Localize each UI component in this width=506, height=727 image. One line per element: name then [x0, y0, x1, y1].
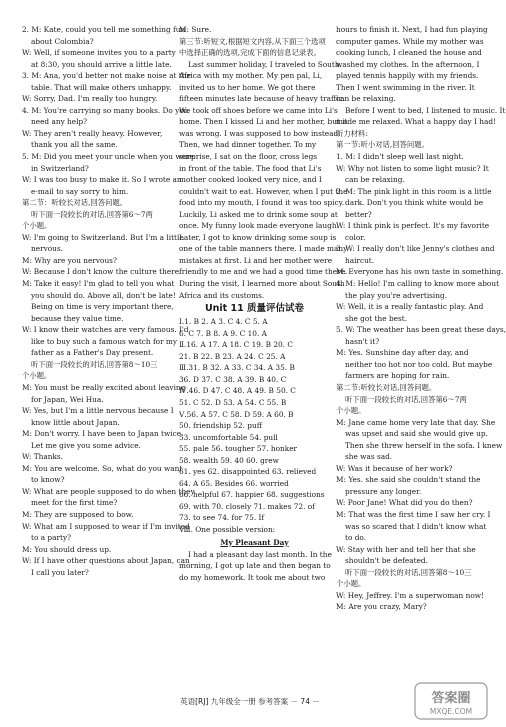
text-line: dark. Don't you think white would be: [345, 198, 484, 208]
text-line: for Japan, Wei Hua.: [31, 394, 104, 404]
text-line: shouldn't be defeated.: [345, 556, 428, 566]
text-line: table. That will make others unhappy.: [31, 82, 172, 92]
text-line: W: Well, if someone invites you to a party: [22, 48, 176, 58]
text-line: 4. M: Hello! I'm calling to know more about: [336, 279, 500, 289]
text-line: 听力材料:: [336, 128, 368, 138]
text-line: W: I was too busy to make it. So I wrote an: [22, 175, 182, 185]
watermark-logo: [414, 682, 488, 720]
text-line: 51. C 52. D 53. A 54. C 55. B: [179, 397, 287, 407]
text-line: Before I went to bed, I listened to music. It: [345, 105, 506, 115]
text-line: 第二节：听较长对话,回答问题。: [22, 198, 128, 208]
text-line: to a party?: [31, 533, 72, 543]
text-line: fifteen minutes late because of heavy traffic.: [179, 94, 345, 104]
text-line: 4. M: You're carrying so many books. Do you: [22, 105, 189, 115]
text-line: M: You are welcome. So, what do you want: [22, 463, 183, 473]
text-line: W: If I have other questions about Japan, can: [22, 556, 190, 566]
text-line: 中选择正确的选项,完成下面的信息记录表。: [179, 48, 321, 58]
text-line: 2. M: Kate, could you tell me something fun: [22, 25, 186, 34]
text-line: 第一节:听小对话,回答问题。: [336, 140, 429, 150]
text-line: color.: [345, 232, 366, 242]
text-line: 个小题。: [336, 579, 366, 589]
text-line: made me relaxed. What a happy day I had!: [336, 117, 497, 127]
text-line: pressure any longer.: [345, 486, 422, 496]
text-line: was upset and said she would give up.: [345, 429, 488, 439]
text-line: about Colombia?: [31, 36, 94, 46]
text-line: W: Poor Jane! What did you do then?: [336, 498, 473, 508]
text-line: need any help?: [31, 117, 88, 127]
text-line: mistakes at first. Li and her mother were: [179, 255, 333, 265]
text-line: 个小题。: [336, 406, 366, 416]
text-line: washed my clothes. In the afternoon, I: [336, 59, 480, 69]
text-line: W: Thanks.: [22, 452, 64, 462]
text-line: I had a pleasant day last month. In the: [188, 549, 332, 559]
text-line: M: You must be really excited about leaving: [22, 382, 186, 392]
text-line: W: Because I don't know the culture there.: [22, 267, 182, 277]
text-line: We took off shoes before we came into Li's: [179, 105, 338, 115]
text-line: she was sad.: [345, 452, 393, 462]
text-line: Being on time is very important there,: [31, 302, 174, 312]
text-line: Ⅰ.1. B 2. A 3. C 4. C 5. A: [179, 317, 268, 327]
text-line: 5. W: The weather has been great these days,: [336, 325, 506, 335]
text-line: 第二节:听较长对话,回答问题。: [336, 382, 437, 392]
text-line: W: I'm going to Switzerland. But I'm a little: [22, 232, 184, 242]
text-line: like to buy such a famous watch for my: [31, 336, 178, 346]
text-line: Africa with my mother. My pen pal, Li,: [179, 71, 323, 81]
text-line: M: Why are you nervous?: [22, 255, 117, 265]
text-line: Last summer holiday, I traveled to South: [188, 59, 340, 69]
text-line: Then, we had dinner together. To my: [179, 140, 317, 150]
text-line: 1. M: I didn't sleep well last night.: [336, 152, 464, 162]
text-line: 个小题。: [22, 371, 52, 381]
text-line: better?: [345, 209, 372, 219]
text-line: M: Jane came home very late that day. She: [336, 417, 496, 427]
text-line: Then I went swimming in the river. It: [336, 82, 475, 92]
essay-title: My Pleasant Day: [220, 537, 289, 547]
text-line: 53. uncomfortable 54. pull: [179, 432, 278, 442]
text-line: Later, I got to know drinking some soup is: [179, 232, 337, 242]
text-line: W: Why not listen to some light music? It: [336, 163, 489, 173]
text-line: 3. M: Ana, you'd better not make noise at the: [22, 71, 191, 81]
text-line: know little about Japan.: [31, 417, 120, 427]
text-line: at 8:30, you should arrive a little late.: [31, 59, 172, 69]
text-line: M: Yes. she said she couldn't stand the: [336, 475, 481, 485]
text-line: one of the table manners there. I made many: [179, 244, 348, 254]
text-line: Africa and its customs.: [179, 290, 265, 300]
text-line: do my homework. It took me about two: [179, 572, 326, 582]
text-line: meet for the first time?: [31, 498, 118, 508]
text-line: Ⅴ.56. A 57. C 58. D 59. A 60. B: [179, 409, 294, 419]
text-line: the play you're advertising.: [345, 290, 448, 300]
text-line: 6. C 7. B 8. A 9. C 10. A: [179, 328, 267, 338]
text-line: Ⅳ.46. D 47. C 48. A 49. B 50. C: [179, 386, 296, 396]
text-line: W: What are people supposed to do when they: [22, 486, 195, 496]
text-line: W: I know their watches are very famous. I'd: [22, 325, 189, 335]
text-line: M: Sure.: [179, 25, 212, 34]
text-line: hours to finish it. Next, I had fun playing: [336, 25, 488, 34]
text-line: 73. to see 74. for 75. If: [179, 513, 265, 523]
watermark-text-en: MXQE.COM: [429, 707, 473, 716]
text-line: 听下面一段较长的对话,回答第8～10三: [345, 567, 472, 577]
text-line: M: You should dress up.: [22, 544, 112, 554]
text-line: 听下面一段较长的对话,回答第6～7两: [345, 394, 467, 404]
text-line: e-mail to say sorry to him.: [31, 186, 129, 196]
text-line: W: Well, it is a really fantastic play. And: [336, 302, 484, 312]
unit-heading: Unit 11 质量评估试卷: [204, 303, 305, 315]
text-line: because they value time.: [31, 313, 124, 323]
text-line: can be relaxing.: [345, 175, 405, 185]
text-line: During the visit, I learned more about South: [179, 279, 345, 289]
text-line: can be relaxing.: [336, 94, 396, 104]
text-line: M: Everyone has his own taste in something.: [336, 267, 504, 277]
text-line: friendly to me and we had a good time there.: [179, 267, 348, 277]
text-line: hasn't it?: [345, 336, 380, 346]
text-line: 69. with 70. closely 71. makes 72. of: [179, 501, 315, 511]
text-line: mother cooked looked very nice, and I: [179, 175, 322, 185]
text-line: 2. M: The pink light in this room is a little: [336, 186, 492, 196]
text-line: played tennis happily with my friends.: [336, 71, 479, 81]
text-line: neither too hot nor too cold. But maybe: [345, 359, 493, 369]
text-line: Luckily, Li asked me to drink some soup at: [179, 209, 338, 219]
text-line: 听下面一段较长的对话,回答第8～10三: [31, 359, 158, 369]
text-line: food into my mouth, I found it was too spicy.: [179, 198, 345, 208]
text-line: 66. helpful 67. happier 68. suggestions: [179, 490, 325, 500]
text-line: to know?: [31, 475, 65, 485]
text-line: was wrong. I was supposed to bow instead.: [179, 128, 341, 138]
text-line: in front of the table. The food that Li's: [179, 163, 322, 173]
text-line: cooking lunch, I cleaned the house and: [336, 48, 482, 58]
text-line: 21. B 22. B 23. A 24. C 25. A: [179, 351, 286, 361]
answer-page: [22, 24, 506, 684]
text-line: I call you later?: [31, 567, 89, 577]
text-line: couldn't wait to eat. However, when I put the: [179, 186, 348, 196]
text-line: M: Are you crazy, Mary?: [336, 602, 427, 612]
text-line: nervous.: [31, 244, 63, 254]
text-line: W: They aren't really heavy. However,: [22, 128, 163, 138]
text-line: 个小题。: [22, 221, 52, 231]
column-middle: [179, 24, 348, 684]
text-line: computer games. While my mother was: [336, 36, 484, 46]
text-line: invited us to her home. We got there: [179, 82, 316, 92]
text-line: W: Sorry, Dad. I'm really too hungry.: [22, 94, 158, 104]
text-line: haircut.: [345, 255, 375, 265]
text-line: Let me give you some advice.: [31, 440, 141, 450]
text-line: W: Hey, Jeffrey. I'm a superwoman now!: [336, 590, 485, 600]
text-line: to do.: [345, 533, 367, 543]
page-footer: 英语[RJ] 九年级全一册 参考答案 － 74 －: [180, 697, 320, 706]
text-line: thank you all the same.: [31, 140, 118, 150]
text-line: surprise, I sat on the floor, cross legs: [179, 152, 318, 162]
column-left: [22, 24, 195, 684]
text-line: 听下面一段较长的对话,回答第6～7两: [31, 209, 153, 219]
text-line: was so scared that I didn't know what: [345, 521, 487, 531]
text-line: farmers are hoping for rain.: [345, 371, 450, 381]
text-line: M: They are supposed to bow.: [22, 509, 134, 519]
text-line: 64. A 65. Besides 66. worried: [179, 478, 289, 488]
text-line: you should do. Above all, don't be late!: [31, 290, 176, 300]
column-right: [336, 24, 506, 684]
text-line: 5. M: Did you meet your uncle when you were: [22, 152, 194, 162]
text-line: Ⅷ. One possible version:: [179, 524, 276, 534]
text-line: M: Yes. Sunshine day after day, and: [336, 348, 469, 358]
text-line: M: Take it easy! I'm glad to tell you what: [22, 279, 175, 289]
text-line: W: Yes, but I'm a little nervous because I: [22, 406, 174, 416]
text-line: she got the best.: [345, 313, 408, 323]
text-line: W: Stay with her and tell her that she: [336, 544, 476, 554]
text-line: 3. W: I really don't like Jenny's clothes and: [336, 244, 495, 254]
text-line: 55. pale 56. tougher 57. honker: [179, 444, 298, 454]
text-line: 36. D 37. C 38. A 39. B 40. C: [179, 374, 287, 384]
text-line: 61. yes 62. disappointed 63. relieved: [179, 467, 317, 477]
text-line: W: I think pink is perfect. It's my favorite: [336, 221, 490, 231]
text-line: home. Then I kissed Li and her mother, but it: [179, 117, 348, 127]
text-line: M: That was the first time I saw her cry. I: [336, 509, 491, 519]
text-line: Then she threw herself in the sofa. I knew: [345, 440, 503, 450]
text-line: W: What am I supposed to wear if I'm invited: [22, 521, 190, 531]
text-line: Ⅱ.16. A 17. A 18. C 19. B 20. C: [179, 340, 293, 350]
watermark-text-cn: 答案圈: [431, 691, 471, 706]
text-line: in Switzerland?: [31, 163, 89, 173]
text-line: 58. wealth 59. 40 60. grew: [179, 455, 279, 465]
text-line: 50. friendship 52. puff: [179, 421, 262, 431]
text-line: 第三节:听短文,根据短文内容,从下面三个选项: [179, 36, 326, 46]
text-line: once. My funny look made everyone laugh.: [179, 221, 339, 231]
text-line: M: Don't worry. I have been to Japan twice.: [22, 429, 184, 439]
text-line: father as a Father's Day present.: [31, 348, 154, 358]
text-line: Ⅲ.31. B 32. A 33. C 34. A 35. B: [179, 363, 295, 373]
text-line: morning, I got up late and then began to: [179, 561, 331, 571]
text-line: W: Was it because of her work?: [336, 463, 453, 473]
